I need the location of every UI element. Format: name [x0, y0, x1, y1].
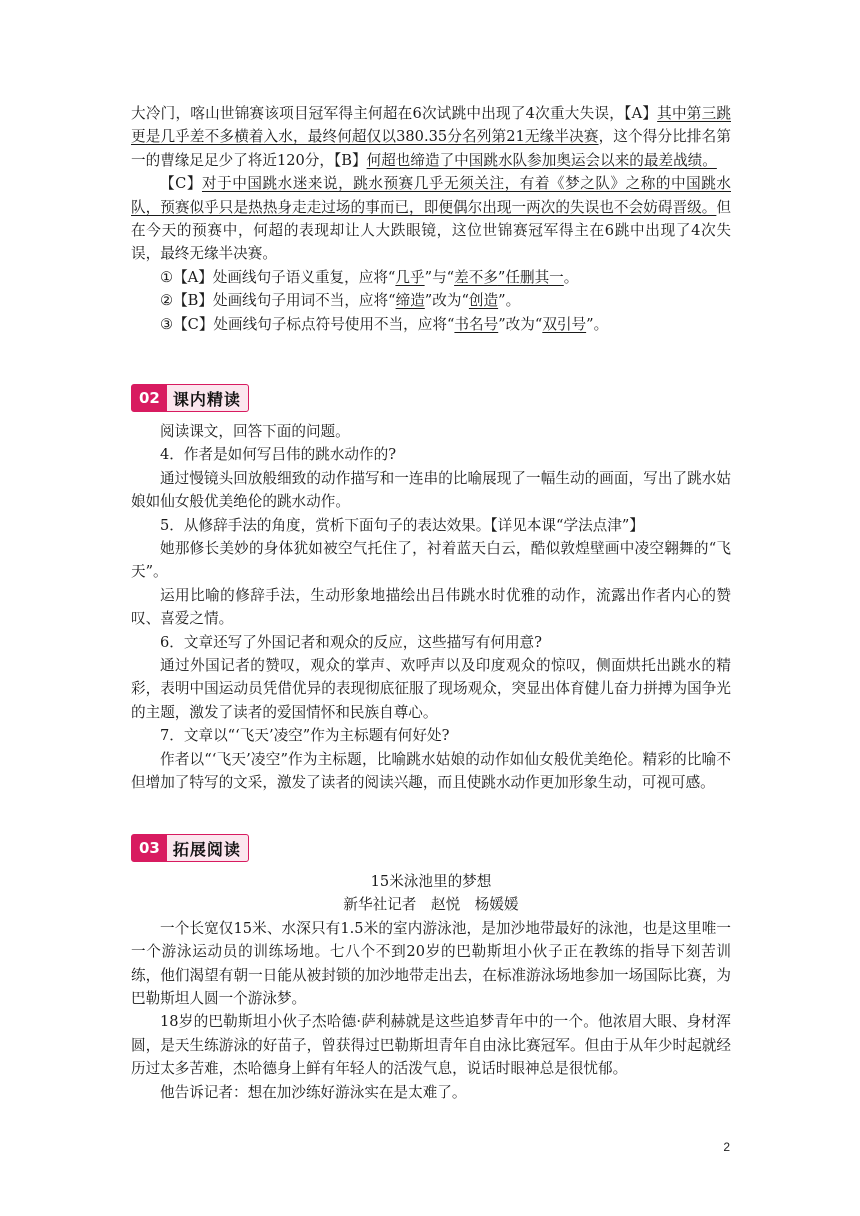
- question-5: 5．从修辞手法的角度，赏析下面句子的表达效果。【详见本课“学法点津”】: [160, 516, 644, 534]
- answer-7: 作者以“‘飞天’凌空”作为主标题，比喻跳水姑娘的动作如仙女般优美绝伦。精彩的比喻不但增加了特写的文采，激发了读者的阅读兴趣，而且使跳水动作更加形象生动，可视可感。: [131, 750, 731, 792]
- section-title: 拓展阅读: [172, 839, 241, 859]
- underlined-sentence-b: 何超也缔造了中国跳水队参加奥运会以来的最差战绩。: [366, 151, 717, 169]
- question-7: 7．文章以“‘飞天’凌空”作为主标题有何好处?: [160, 727, 450, 745]
- section-2-body: [131, 420, 731, 795]
- answer-3: ③【C】处画线句子标点符号使用不当，应将“书名号”改为“双引号”。: [160, 315, 609, 333]
- question-4: 4．作者是如何写吕伟的跳水动作的?: [160, 446, 397, 464]
- instruction-line: 阅读课文，回答下面的问题。: [160, 423, 350, 440]
- underlined-sentence-c: 对于中国跳水迷来说，跳水预赛几乎无须关注，有着《梦之队》之称的中国跳水队，预赛似乎只是热热身走走过场的事而已，即便偶尔出现一两次的失误也不会妨碍晋级。: [131, 175, 731, 216]
- section-title: 课内精读: [172, 389, 241, 409]
- article-paragraph-1: 一个长宽仅15米、水深只有1.5米的室内游泳池，是加沙地带最好的泳池，也是这里唯一一个游泳运动员的训练场地。七八个不到20岁的巴勒斯坦小伙子正在教练的指导下刻苦训练，他们渴望有朝一日能从被封锁的加沙地带走出去，在标准游泳场地参加一场国际比赛，为巴勒斯坦人圆一个游泳梦。: [131, 919, 731, 1008]
- answer-2: ②【B】处画线句子用词不当，应将“缔造”改为“创造”。: [160, 292, 521, 310]
- intro-paragraph-2: 【C】对于中国跳水迷来说，跳水预赛几乎无须关注，有着《梦之队》之称的中国跳水队，预赛似乎只是热热身走走过场的事而已，即便偶尔出现一两次的失误也不会妨碍晋级。但在今天的预赛中，何超的表现却让人大跌眼镜，这位世锦赛冠军得主在6跳中出现了4次失误，最终无缘半决赛。: [131, 175, 731, 263]
- underlined-sentence-a: 其中第三跳更是几乎差不多横着入水，最终何超仅以380.35分名列第21无缘半决赛: [131, 105, 731, 146]
- article-paragraph-3: 他告诉记者：想在加沙练好游泳实在是太难了。: [160, 1083, 467, 1101]
- article-byline: 新华社记者 赵悦 杨媛媛: [343, 896, 519, 914]
- section-number: 03: [132, 835, 167, 861]
- question-6: 6．文章还写了外国记者和观众的反应，这些描写有何用意?: [160, 633, 542, 651]
- answer-4: 通过慢镜头回放般细致的动作描写和一连串的比喻展现了一幅生动的画面，写出了跳水姑娘如仙女般优美绝伦的跳水动作。: [131, 469, 731, 511]
- section-badge-02: [131, 384, 249, 412]
- page-number: 2: [723, 1140, 730, 1154]
- answer-5: 运用比喻的修辞手法，生动形象地描绘出吕伟跳水时优雅的动作，流露出作者内心的赞叹、喜爱之情。: [131, 586, 731, 628]
- quoted-sentence: 她那修长美妙的身体犹如被空气托住了，衬着蓝天白云，酷似敦煌壁画中凌空翱舞的“飞天”。: [131, 540, 731, 581]
- article-paragraph-2: 18岁的巴勒斯坦小伙子杰哈德·萨利赫就是这些追梦青年中的一个。他浓眉大眼、身材浑圆，是天生练游泳的好苗子，曾获得过巴勒斯坦青年自由泳比赛冠军。但由于从年少时起就经历过太多苦难，杰哈德身上鲜有年轻人的活泼气息，说话时眼神总是很忧郁。: [131, 1013, 731, 1078]
- article-title: 15米泳池里的梦想: [370, 873, 492, 890]
- section-badge-03: [131, 834, 249, 862]
- intro-block: [131, 102, 731, 336]
- section-3-body: [131, 870, 731, 1104]
- intro-paragraph-1: 大冷门，喀山世锦赛该项目冠军得主何超在6次试跳中出现了4次重大失误，【A】其中第三跳更是几乎差不多横着入水，最终何超仅以380.35分名列第21无缘半决赛，这个得分比排名第一的曹缘足足少了将近120分，【B】何超也缔造了中国跳水队参加奥运会以来的最差战绩。: [131, 105, 731, 169]
- section-number: 02: [132, 385, 167, 411]
- answer-6: 通过外国记者的赞叹，观众的掌声、欢呼声以及印度观众的惊叹，侧面烘托出跳水的精彩，表明中国运动员凭借优异的表现彻底征服了现场观众，突显出体育健儿奋力拼搏为国争光的主题，激发了读者的爱国情怀和民族自尊心。: [131, 657, 731, 721]
- answer-1: ①【A】处画线句子语义重复，应将“几乎”与“差不多”任删其一。: [160, 268, 579, 286]
